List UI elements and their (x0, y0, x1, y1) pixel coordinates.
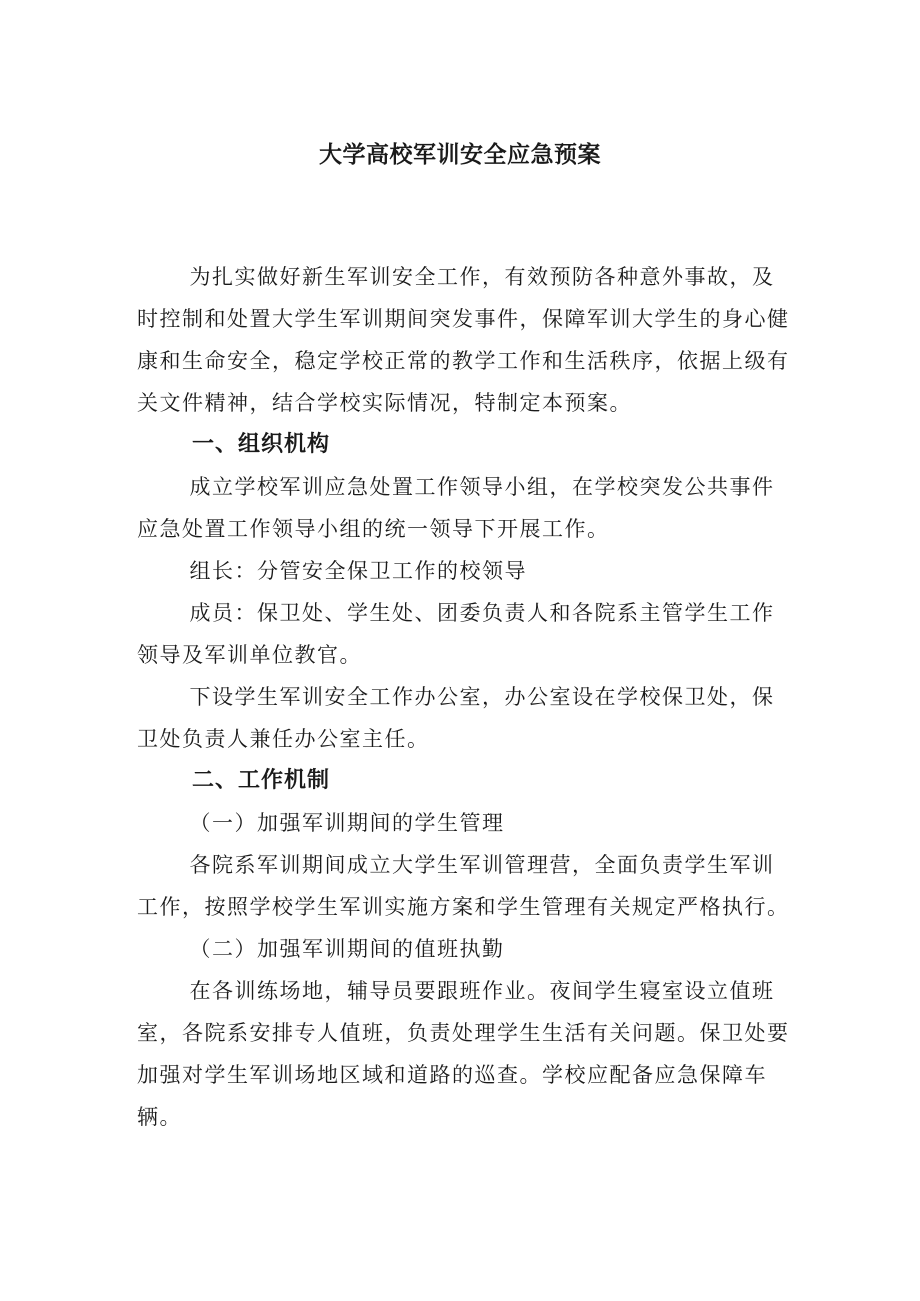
subsection-heading-management: （一）加强军训期间的学生管理 (189, 811, 505, 835)
section-heading-mechanism: 二、工作机制 (192, 768, 331, 793)
office-paragraph: 下设学生军训安全工作办公室，办公室设在学校保卫处，保卫处负责人兼任办公室主任。 (137, 685, 775, 751)
organization-paragraph: 成立学校军训应急处置工作领导小组，在学校突发公共事件应急处置工作领导小组的统一领导下开展工作。 (137, 475, 775, 541)
members-paragraph: 成员：保卫处、学生处、团委负责人和各院系主管学生工作领导及军训单位教官。 (137, 601, 775, 667)
management-paragraph: 各院系军训期间成立大学生军训管理营，全面负责学生军训工作，按照学校学生军训实施方案和学生管理有关规定严格执行。 (137, 853, 790, 919)
subsection-heading-duty: （二）加强军训期间的值班执勤 (189, 937, 505, 961)
document-body (137, 256, 793, 1138)
section-heading-organization: 一、组织机构 (192, 432, 331, 457)
intro-paragraph: 为扎实做好新生军训安全工作，有效预防各种意外事故，及时控制和处置大学生军训期间突发事件，保障军训大学生的身心健康和生命安全，稳定学校正常的教学工作和生活秩序，依据上级有关文件精神，结合学校实际情况，特制定本预案。 (137, 265, 790, 415)
leader-line: 组长：分管安全保卫工作的校领导 (189, 559, 527, 583)
document-title: 大学高校军训安全应急预案 (319, 142, 601, 168)
duty-paragraph: 在各训练场地，辅导员要跟班作业。夜间学生寝室设立值班室，各院系安排专人值班，负责处理学生生活有关问题。保卫处要加强对学生军训场地区域和道路的巡查。学校应配备应急保障车辆。 (137, 979, 790, 1129)
